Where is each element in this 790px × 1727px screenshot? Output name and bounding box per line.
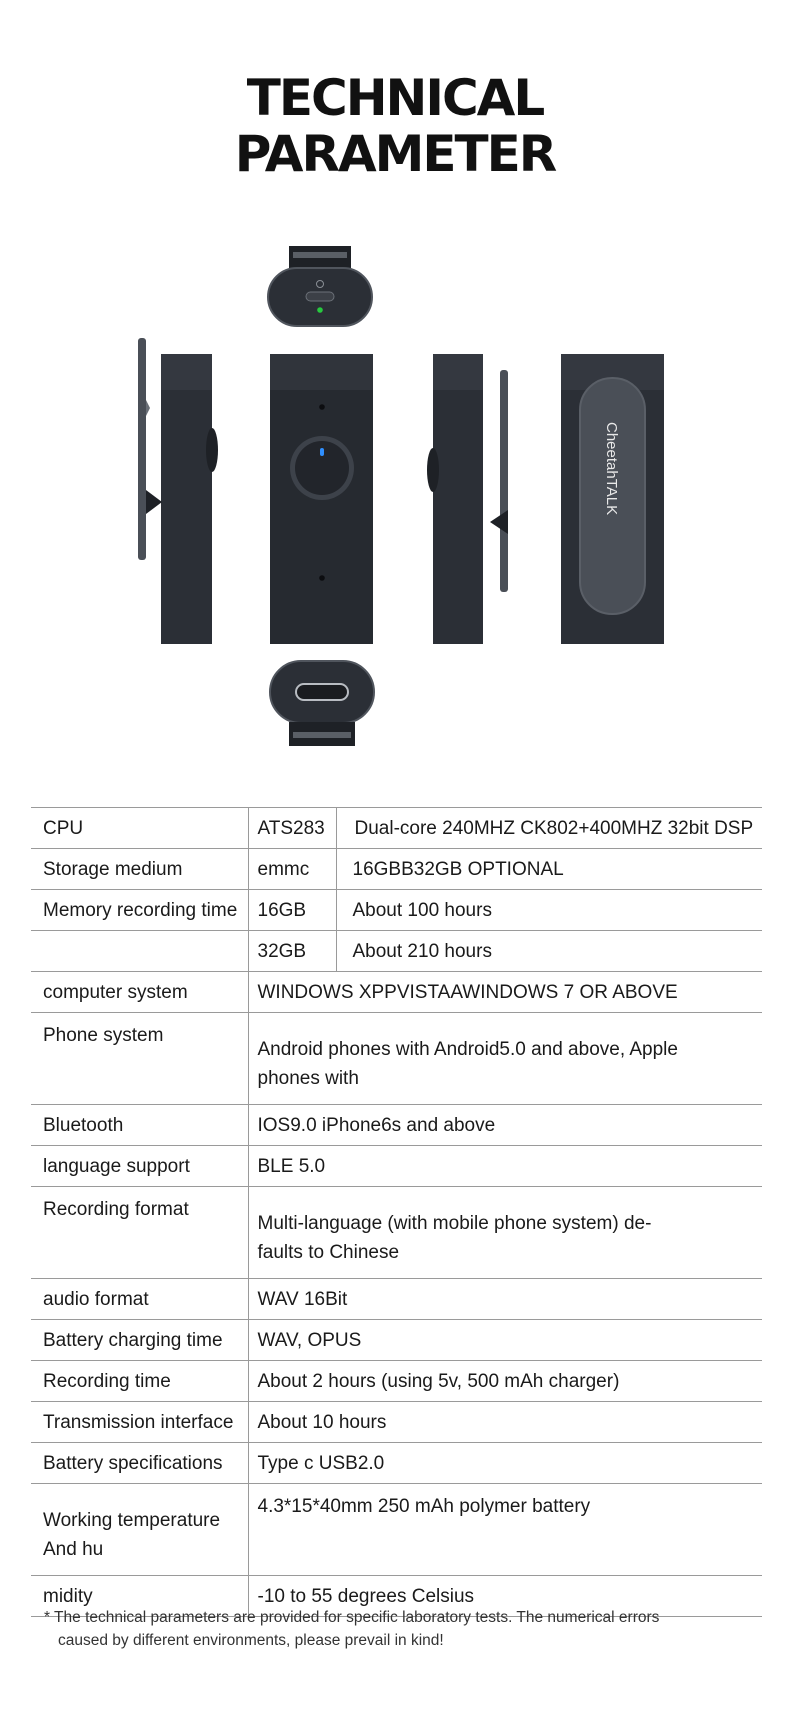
row-value-line: Android phones with Android5.0 and above, Apple bbox=[257, 1038, 678, 1060]
row-value: WAV 16Bit bbox=[248, 1279, 762, 1320]
row-label-line: Working temperature bbox=[43, 1509, 221, 1531]
device-back-view bbox=[561, 354, 664, 644]
product-views bbox=[0, 240, 790, 750]
row-label bbox=[31, 931, 248, 972]
row-value: -10 to 55 degrees Celsius bbox=[248, 1576, 762, 1617]
row-value: Dual-core 240MHZ CK802+400MHZ 32bit DSP bbox=[336, 808, 762, 849]
table-row bbox=[31, 890, 762, 931]
row-label: language support bbox=[31, 1146, 248, 1187]
row-value-line: faults to Chinese bbox=[257, 1241, 400, 1263]
row-label bbox=[31, 1484, 248, 1576]
row-label: audio format bbox=[31, 1279, 248, 1320]
table-row bbox=[31, 1279, 762, 1320]
row-label: CPU bbox=[31, 808, 248, 849]
device-side-view-left bbox=[138, 338, 218, 644]
row-label: Battery charging time bbox=[31, 1320, 248, 1361]
row-model: 16GB bbox=[248, 890, 336, 931]
footnote-line-1: * The technical parameters are provided for specific laboratory tests. The numerical errors bbox=[44, 1609, 660, 1626]
device-bottom-view bbox=[270, 661, 374, 746]
row-value: 4.3*15*40mm 250 mAh polymer battery bbox=[248, 1484, 762, 1576]
table-row bbox=[31, 1402, 762, 1443]
row-value: About 2 hours (using 5v, 500 mAh charger) bbox=[248, 1361, 762, 1402]
table-row bbox=[31, 1320, 762, 1361]
row-label: Recording time bbox=[31, 1361, 248, 1402]
row-value: Type c USB2.0 bbox=[248, 1443, 762, 1484]
row-value: About 10 hours bbox=[248, 1402, 762, 1443]
table-row bbox=[31, 1013, 762, 1105]
row-value: IOS9.0 iPhone6s and above bbox=[248, 1105, 762, 1146]
title-line-2: PARAMETER bbox=[234, 125, 556, 183]
row-value: 16GBB32GB OPTIONAL bbox=[336, 849, 762, 890]
row-value: About 210 hours bbox=[336, 931, 762, 972]
footnote-line-2: caused by different environments, please prevail in kind! bbox=[58, 1632, 444, 1649]
table-row bbox=[31, 1146, 762, 1187]
row-label: Storage medium bbox=[31, 849, 248, 890]
table-row bbox=[31, 1361, 762, 1402]
table-row bbox=[31, 1187, 762, 1279]
table-row bbox=[31, 1105, 762, 1146]
title-line-1: TECHNICAL bbox=[246, 69, 544, 127]
table-row bbox=[31, 972, 762, 1013]
row-value: WINDOWS XPPVISTAAWINDOWS 7 OR ABOVE bbox=[248, 972, 762, 1013]
row-value bbox=[248, 1013, 762, 1105]
device-top-view bbox=[268, 246, 372, 326]
row-label-line: And hu bbox=[43, 1538, 104, 1560]
table-row bbox=[31, 1443, 762, 1484]
device-brand-label: CheetahTALK bbox=[603, 422, 620, 516]
row-model: emmc bbox=[248, 849, 336, 890]
row-value-line: Multi-language (with mobile phone system) de- bbox=[257, 1212, 652, 1234]
row-label: Battery specifications bbox=[31, 1443, 248, 1484]
table-row bbox=[31, 931, 762, 972]
row-value-line: phones with bbox=[257, 1067, 359, 1089]
table-row bbox=[31, 808, 762, 849]
row-label: Recording format bbox=[31, 1187, 248, 1279]
row-model: 32GB bbox=[248, 931, 336, 972]
spec-table bbox=[31, 807, 762, 1617]
led-green bbox=[317, 307, 323, 313]
row-label: Memory recording time bbox=[31, 890, 248, 931]
row-label: midity bbox=[31, 1576, 248, 1617]
device-front-view bbox=[270, 354, 373, 644]
table-row bbox=[31, 849, 762, 890]
footnote bbox=[44, 1606, 744, 1652]
row-value: About 100 hours bbox=[336, 890, 762, 931]
page-title bbox=[0, 70, 790, 182]
table-row bbox=[31, 1484, 762, 1576]
led-blue bbox=[320, 448, 324, 456]
row-label: Transmission interface bbox=[31, 1402, 248, 1443]
row-label: Bluetooth bbox=[31, 1105, 248, 1146]
row-value: BLE 5.0 bbox=[248, 1146, 762, 1187]
row-label: computer system bbox=[31, 972, 248, 1013]
device-side-view-right bbox=[427, 354, 508, 644]
row-value: WAV, OPUS bbox=[248, 1320, 762, 1361]
row-value bbox=[248, 1187, 762, 1279]
row-model: ATS283 bbox=[248, 808, 336, 849]
row-label: Phone system bbox=[31, 1013, 248, 1105]
